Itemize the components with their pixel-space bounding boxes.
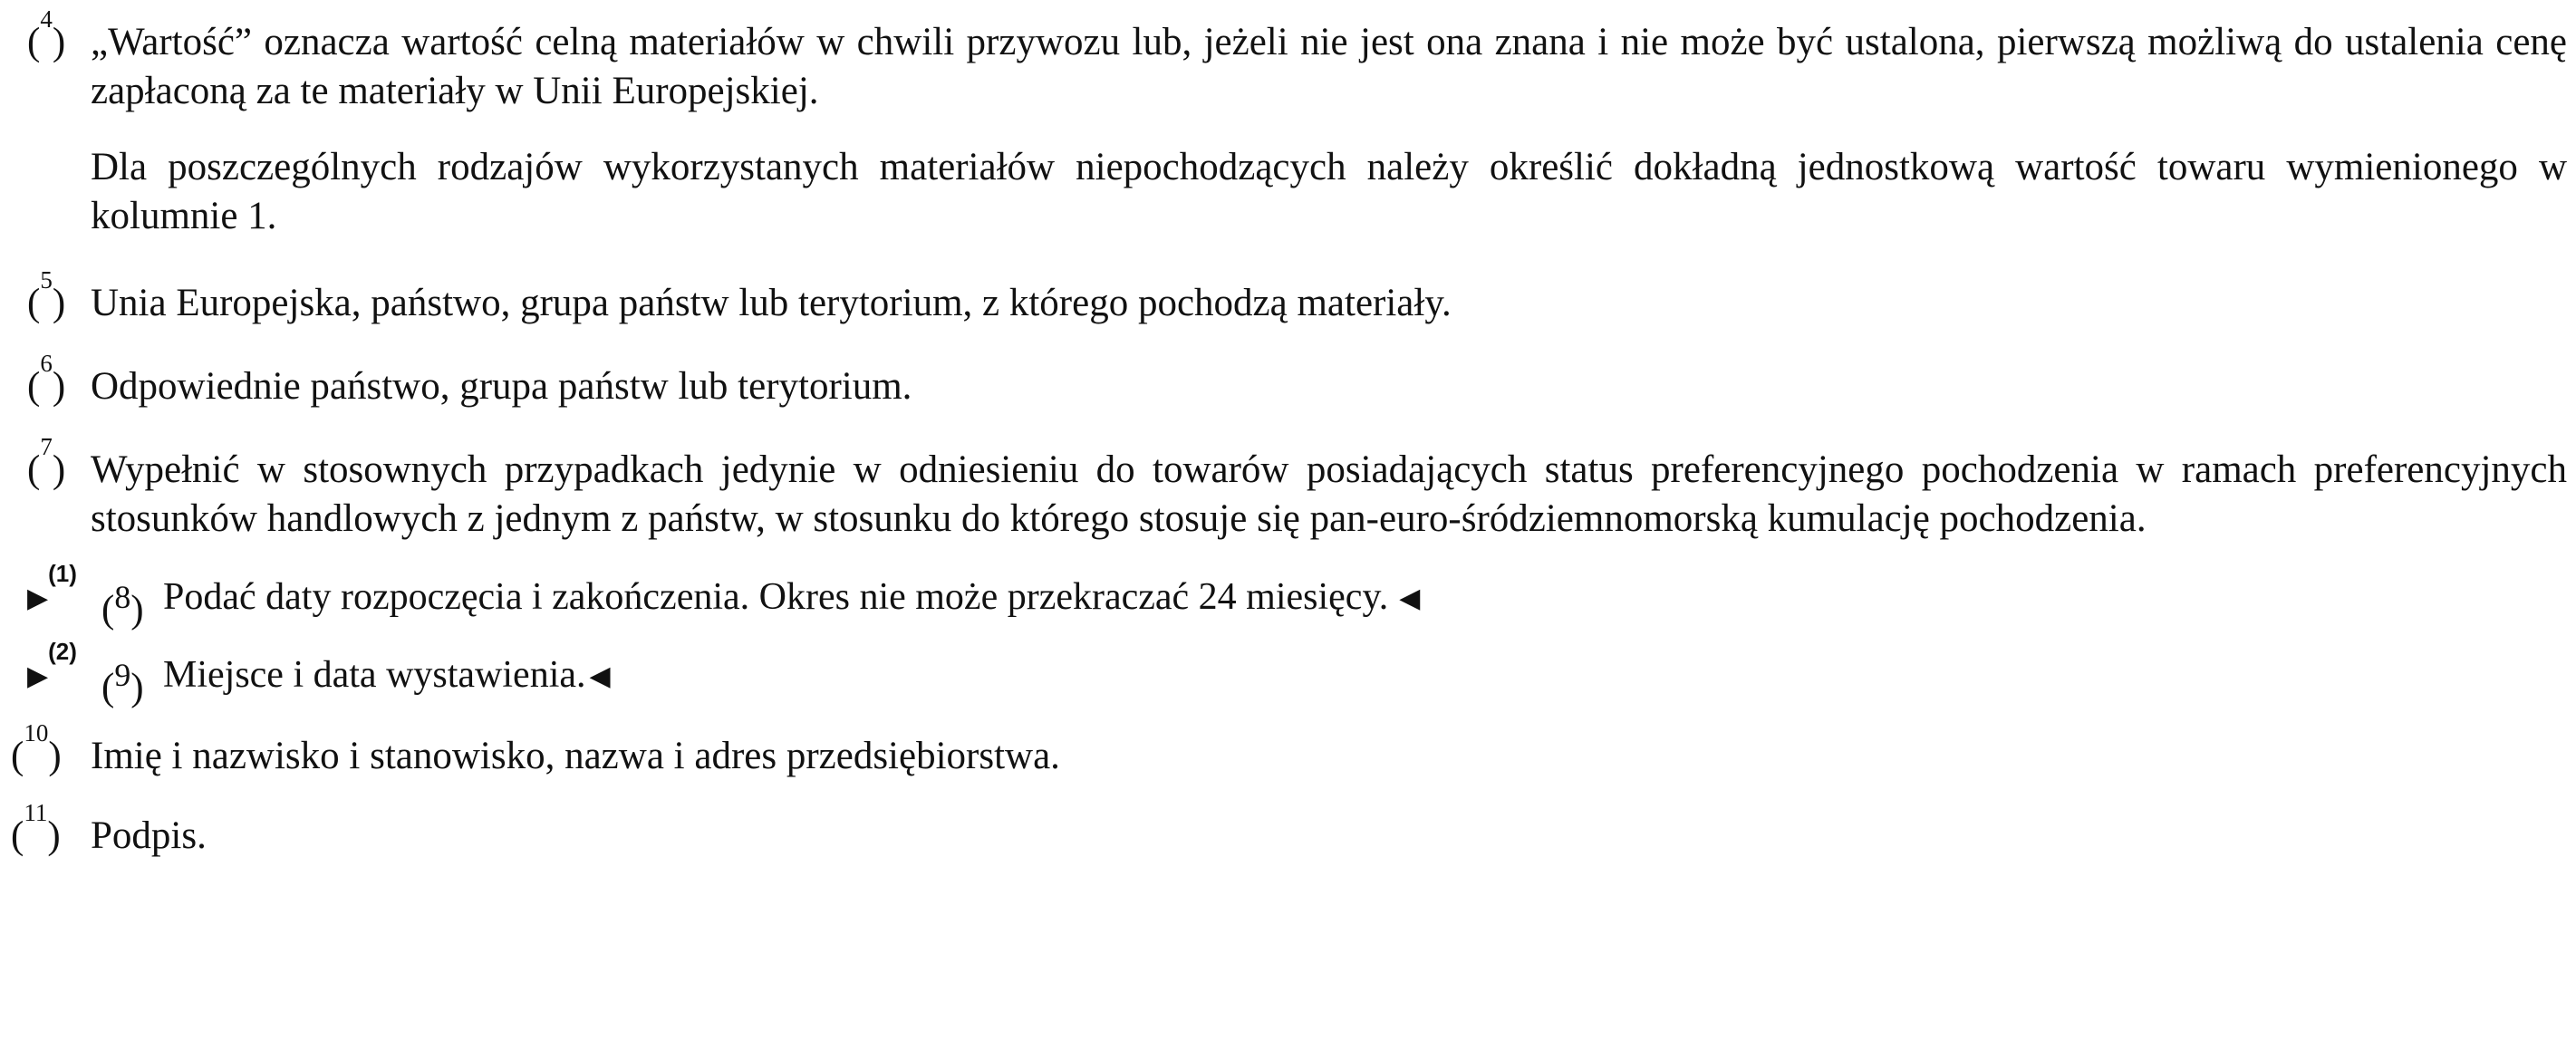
amendment-reference: (1): [48, 559, 77, 587]
amendment-start-icon: ▶: [27, 661, 49, 691]
footnote-body: Wypełnić w stosownych przypadkach jedynie w odniesieniu do towarów posiadających status preferencyjnego pochodzenia w ramach preferencyjnych stosunków handlowych z jednym z państw, w stosunku do którego stosuje się pan-euro-śródziemnomorską kumulację pochodzenia.: [91, 448, 2567, 540]
footnote-body: [91, 18, 2567, 241]
amendment-marker: [27, 637, 77, 703]
footnote-paragraph: „Wartość” oznacza wartość celną materiałów w chwili przywozu lub, jeżeli nie jest ona znana i nie może być ustalona, pierwszą możliwą do ustalenia cenę zapłaconą za te materiały w Unii Europejskiej.: [91, 21, 2567, 112]
footnote-body: Imię i nazwisko i stanowisko, nazwa i adres przedsiębiorstwa.: [91, 735, 1060, 777]
footnote-body: Unia Europejska, państwo, grupa państw lub terytorium, z którego pochodzą materiały.: [91, 282, 1452, 324]
footnote-number: ($^9$): [101, 657, 144, 709]
footnote-paragraph: Dla poszczególnych rodzajów wykorzystanych materiałów niepochodzących należy określić dokładną jednostkową wartość towaru wymienionego w kolumnie 1.: [91, 146, 2567, 237]
footnote-number: ($^6$): [27, 349, 66, 408]
footnote-body: [163, 650, 611, 703]
amendment-end-icon: ◀: [1399, 583, 1421, 613]
footnote-number: ($^{11}$): [11, 798, 61, 857]
amendment-start-icon: ▶: [27, 583, 49, 613]
footnote-body: Odpowiednie państwo, grupa państw lub terytorium.: [91, 365, 912, 408]
footnote-body: [163, 573, 1420, 625]
amendment-reference: (2): [48, 637, 77, 665]
footnote-text: Podać daty rozpoczęcia i zakończenia. Okres nie może przekraczać 24 miesięcy.: [163, 576, 1389, 618]
footnote-number: ($^{10}$): [11, 718, 62, 777]
amendment-marker: [27, 559, 77, 625]
footnote-number: ($^7$): [27, 432, 66, 491]
footnote-text: Miejsce i data wystawienia.: [163, 654, 586, 696]
footnote-body: Podpis.: [91, 814, 207, 857]
footnote-number: ($^4$): [27, 5, 66, 63]
footnote-number: ($^8$): [101, 579, 144, 631]
footnote-number: ($^5$): [27, 265, 66, 324]
amendment-end-icon: ◀: [589, 661, 611, 691]
